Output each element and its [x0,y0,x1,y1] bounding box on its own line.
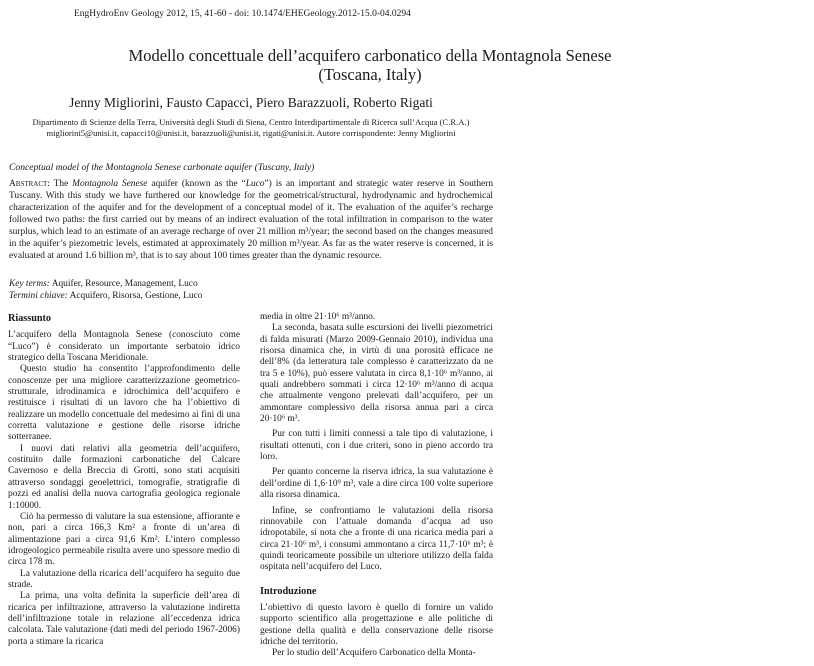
title-line-1: Modello concettuale dell’acquifero carbonatico della Montagnola Senese [128,46,612,65]
col2-paragraph-0: media in oltre 21·10⁶ m³/anno. [260,312,376,322]
col2-paragraph-3: Per quanto concerne la riserva idrica, la sua valutazione è dell’ordine di 1,6·10⁹ m³, vale a dire circa 100 volte superiore alla risorsa dinamica. [260,467,493,501]
right-column [260,312,493,660]
left-column [8,313,240,648]
key-terms-value: Aquifer, Resource, Management, Luco [49,279,198,289]
col2-paragraph-4: Infine, se confrontiamo le valutazioni della risorsa rinnovabile con l’attuale domanda d’acqua ad uso idropotabile, si nota che a fronte di una ricarica media pari a circa 21·10⁶ m³, i consumi ammontano a circa 11,7·10⁶ m³; è quindi teoricamente possibile un ulteriore utilizzo della falda ospitata nell’acquifero del Luco. [260,505,493,573]
keywords [9,278,202,302]
abstract-text-5: ”) is an important and strategic water reserve in Southern Tuscany. With this study we have furthered our knowledge for the geometrical/structural, hydrodynamic and hydrochemical characterization of the aquifer and for the development of a conceptual model of it. The evaluation of the aquifer’s recharge followed two paths: the first carried out by means of an indirect evaluation of the total infiltration in comparison to the water surplus, which lead to an estimate of an average recharge of over 21 million m³/year; the second based on the changes measured in the aquifer’s piezometric levels, estimated at approximately 20 million m³/year. As far as the water reserve is concerned, it is evaluated at around 1.6 billion m³, that is to say about 100 times greater than the dynamic resource. [9,179,494,261]
abstract-text-3: aquifer (known as the “ [147,179,246,189]
authors: Jenny Migliorini, Fausto Capacci, Piero Barazzuoli, Roberto Rigati [69,95,433,110]
riassunto-paragraph-1: L’acquifero della Montagnola Senese (conosciuto come “Luco”) è considerato un importante serbatoio idrico strategico della Toscana Meridionale. [8,330,240,364]
col2-paragraph-2: Pur con tutti i limiti connessi a tale tipo di valutazione, i risultati ottenuti, con i due criteri, sono in pieno accordo tra loro. [260,429,493,463]
col2-paragraph-6: Per lo studio dell’Acquifero Carbonatico della Monta- [272,648,476,659]
abstract-label: Abstract: [9,179,50,189]
affiliation-line-1: Dipartimento di Scienze della Terra, Università degli Studi di Siena, Centro Interdipartimentale di Ricerca sull’Acqua (C.R.A.) [32,117,470,127]
riassunto-paragraph-5: La valutazione della ricarica dell’acquifero ha seguito due strade. [8,568,240,590]
riassunto-heading: Riassunto [8,313,52,324]
affiliation [0,117,502,138]
col2-paragraph-1: La seconda, basata sulle escursioni dei livelli piezometrici di falda misurati (Marzo 2009-Gennaio 2010), individua una risorsa dinamica che, in virtù di una porosità efficace ne dell’8% (da letteratura tale complesso è caratterizzato da ne tra 5 e 10%), può essere valutata in circa 8,1·10⁶ m³/anno, ai quali andrebbero sommati i circa 12·10⁶ m³/anno di acqua che attualmente vengono prelevati dall’acquifero, per un ammontare complessivo della risorsa annua pari a circa 20·10⁶ m³. [260,323,493,425]
abstract-text-2: Montagnola Senese [72,179,148,189]
riassunto-paragraph-2: Questo studio ha consentito l’approfondimento delle conoscenze per una migliore caratterizzazione geometrico-strutturale, idrodinamica e idrochimica dell’acquifero e restituisce i risultati di un lavoro che ha l’obiettivo di realizzare un modello concettuale del medesimo ai fini di una corretta valutazione e gestione delle risorse idriche sotterranee. [8,364,240,443]
journal-header: EngHydroEnv Geology 2012, 15, 41-60 - doi: 10.1474/EHEGeology.2012-15.0-04.0294 [74,9,411,19]
title-line-2: (Toscana, Italy) [318,65,422,84]
riassunto-paragraph-4: Ciò ha permesso di valutare la sua estensione, affiorante e non, pari a circa 166,3 Km² a fronte di un’area di alimentazione pari a circa 91,6 Km². L’intero complesso idrogeologico permeabile risulta avere uno spessore medio di circa 178 m. [8,511,240,568]
riassunto-paragraph-3: I nuovi dati relativi alla geometria dell’acquifero, costituito dalle formazioni carbonatiche del Calcare Cavernoso e della Breccia di Grotti, sono stati acquisiti attraverso sondaggi geoelettrici, tomografie, stratigrafie di pozzi ed analisi della nuova cartografia geologica regionale 1:10000. [8,443,240,511]
key-terms [9,278,202,290]
affiliation-line-2: migliorini5@unisi.it, capacci10@unisi.it, barazzuoli@unisi.it, rigati@unisi.it. Autore corrispondente: Jenny Migliorini [46,127,456,138]
col2-paragraph-5: L’obiettivo di questo lavoro è quello di fornire un valido supporto scientifico alla progettazione e alle politiche di gestione della qualità e della conservazione delle risorse idriche del territorio. [260,602,493,647]
abstract [9,178,493,262]
introduzione-heading: Introduzione [260,585,317,597]
riassunto-paragraph-6: La prima, una volta definita la superficie dell’area di ricarica per infiltrazione, attraverso la valutazione indiretta dell’infiltrazione totale in relazione all’eccedenza idrica calcolata. Tale valutazione (dati medi del periodo 1967-2006) porta a stimare la ricarica [8,591,240,647]
termini-chiave-value: Acquifero, Risorsa, Gestione, Luco [67,291,203,301]
abstract-text-4: Luco [245,179,265,189]
abstract-text-1: The [49,179,73,189]
termini-chiave [9,290,202,302]
key-terms-label: Key terms: [9,279,50,289]
paper-title [0,46,740,84]
termini-chiave-label: Termini chiave: [9,291,68,301]
english-title: Conceptual model of the Montagnola Senese carbonate aquifer (Tuscany, Italy) [9,162,315,173]
